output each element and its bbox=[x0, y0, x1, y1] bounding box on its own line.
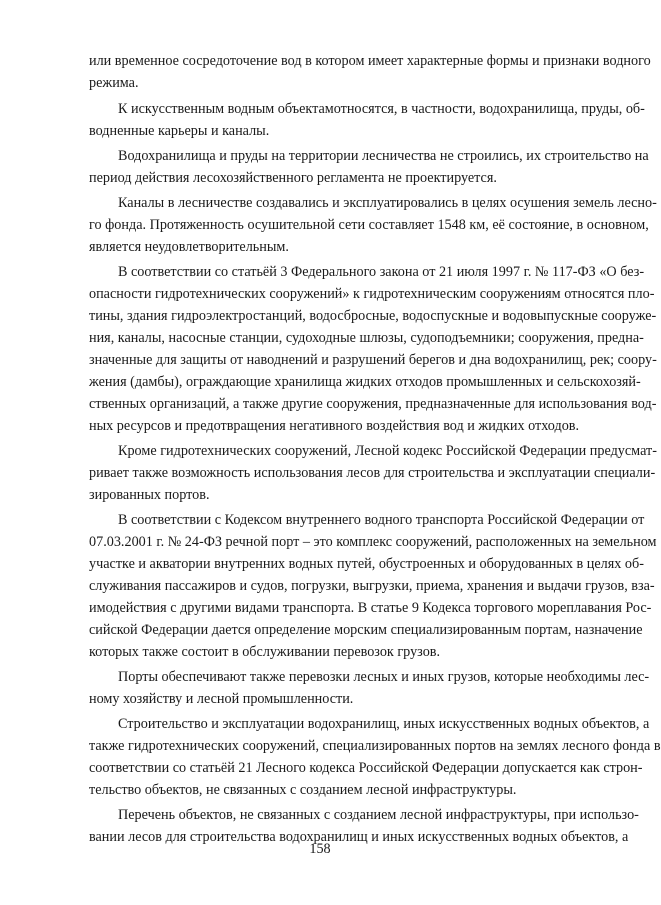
text-line: значенные для защиты от наводнений и разрушений берегов и дна водохранилищ, рек; соору- bbox=[89, 352, 657, 368]
text-line: Каналы в лесничестве создавались и эксплуатировались в целях осушения земель лесно- bbox=[118, 195, 657, 211]
text-line: 07.03.2001 г. № 24-ФЗ речной порт – это комплекс сооружений, расположенных на земельном bbox=[89, 534, 657, 550]
text-line: Порты обеспечивают также перевозки лесных и иных грузов, которые необходимы лес- bbox=[118, 669, 650, 685]
text-line: служивания пассажиров и судов, погрузки, выгрузки, приема, хранения и выдачи грузов, вза- bbox=[89, 578, 655, 594]
text-line: жения (дамбы), ограждающие хранилища жидких отходов промышленных и сельскохозяй- bbox=[89, 374, 641, 390]
text-line: соответствии со статьёй 21 Лесного кодекса Российской Федерации допускается как строн- bbox=[89, 760, 643, 776]
text-line: зированных портов. bbox=[89, 487, 210, 503]
text-line: Кроме гидротехнических сооружений, Лесной кодекс Российской Федерации предусмат- bbox=[118, 443, 657, 459]
text-line: ственных организаций, а также другие сооружения, предназначенные для использования вод- bbox=[89, 396, 657, 412]
text-line: опасности гидротехнических сооружений» к гидротехническим сооружениям относятся пло- bbox=[89, 286, 655, 302]
text-line: сийской Федерации дается определение морским специализированным портам, назначение bbox=[89, 622, 643, 638]
text-line: Водохранилища и пруды на территории лесничества не строились, их строительство на bbox=[118, 148, 649, 164]
text-line: водненные карьеры и каналы. bbox=[89, 123, 270, 139]
text-line: В соответствии со статьёй 3 Федерального закона от 21 июля 1997 г. № 117-ФЗ «О без- bbox=[118, 264, 645, 280]
text-line: период действия лесохозяйственного регламента не проектируется. bbox=[89, 170, 497, 186]
text-line: также гидротехнических сооружений, специализированных портов на землях лесного фонда в bbox=[89, 738, 661, 754]
text-line: ному хозяйству и лесной промышленности. bbox=[89, 691, 354, 707]
text-line: Строительство и эксплуатации водохранилищ, иных искусственных водных объектов, а bbox=[118, 716, 650, 732]
text-line: вании лесов для строительства водохранилищ и иных искусственных водных объектов, а bbox=[89, 829, 629, 845]
text-line: Перечень объектов, не связанных с созданием лесной инфраструктуры, при использо- bbox=[118, 807, 639, 823]
text-line: или временное сосредоточение вод в котором имеет характерные формы и признаки водного bbox=[89, 53, 651, 69]
text-line: участке и акватории внутренних водных путей, обустроенных и оборудованных в целях об- bbox=[89, 556, 644, 572]
text-line: В соответствии с Кодексом внутреннего водного транспорта Российской Федерации от bbox=[118, 512, 645, 528]
text-line: го фонда. Протяженность осушительной сети составляет 1548 км, её состояние, в основном, bbox=[89, 217, 649, 233]
text-line: ривает также возможность использования лесов для строительства и эксплуатации специали- bbox=[89, 465, 656, 481]
text-line: тины, здания гидроэлектростанций, водосбросные, водоспускные и водовыпускные сооруже- bbox=[89, 308, 657, 324]
text-line: тельство объектов, не связанных с созданием лесной инфраструктуры. bbox=[89, 782, 517, 798]
text-line: ных ресурсов и предотвращения негативного воздействия вод и жидких отходов. bbox=[89, 418, 580, 434]
page-number: 158 bbox=[309, 841, 331, 857]
text-line: является неудовлетворительным. bbox=[89, 239, 289, 255]
text-line: которых также состоит в обслуживании перевозок грузов. bbox=[89, 644, 441, 660]
text-line: режима. bbox=[89, 75, 139, 91]
text-line: ния, каналы, насосные станции, судоходные шлюзы, судоподъемники; сооружения, предна- bbox=[89, 330, 644, 346]
text-line: К искусственным водным объектамотносятся, в частности, водохранилища, пруды, об- bbox=[118, 101, 645, 117]
text-line: имодействия с другими видами транспорта. В статье 9 Кодекса торгового мореплавания Рос- bbox=[89, 600, 652, 616]
